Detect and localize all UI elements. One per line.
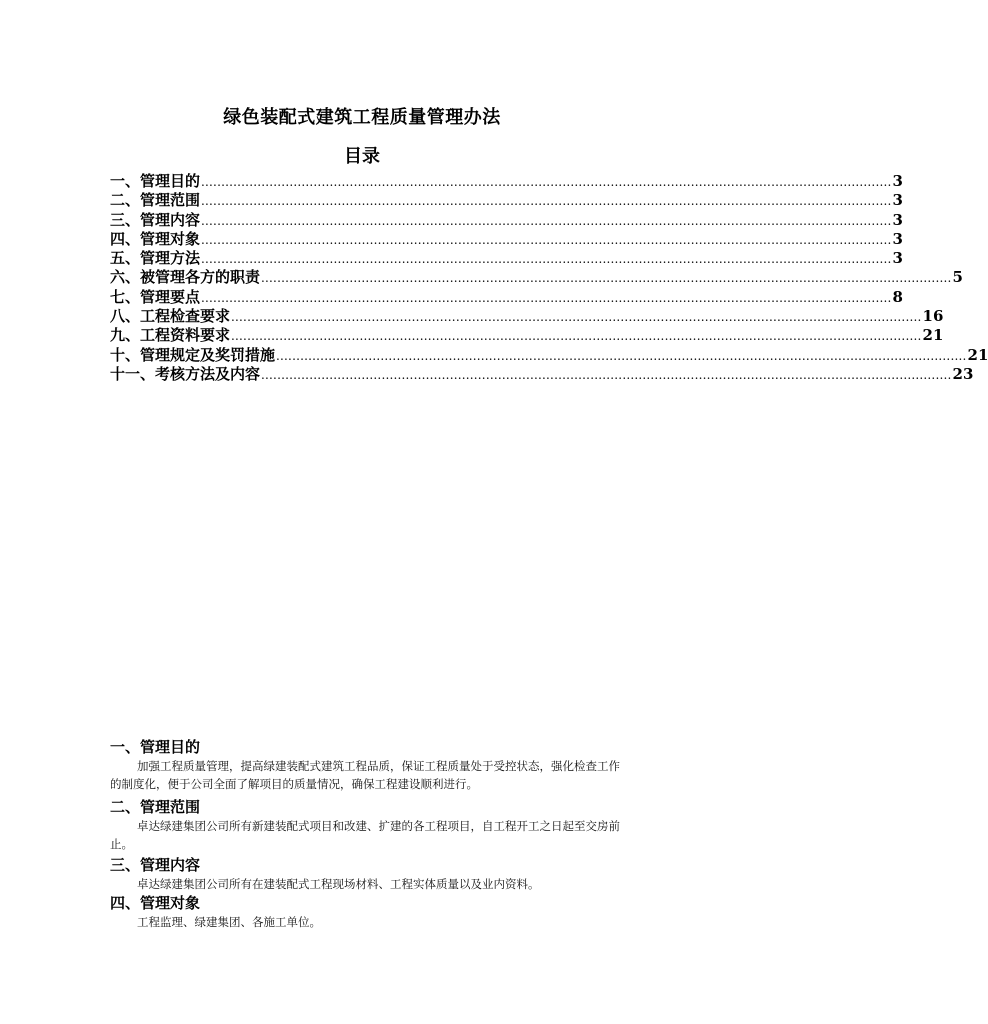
toc-entry[interactable] (110, 210, 903, 230)
toc-entry-page: 3 (892, 249, 903, 268)
toc-heading: 目录 (344, 146, 380, 167)
toc-entry-page: 8 (892, 287, 903, 306)
toc-entry[interactable] (110, 249, 903, 268)
toc-leader-dots: ............................................................................................................................................................................ (201, 290, 892, 305)
section-heading: 三、管理内容 (110, 856, 201, 874)
section-heading: 一、管理目的 (110, 738, 201, 756)
toc-entry-page: 23 (952, 364, 974, 383)
document-title: 绿色装配式建筑工程质量管理办法 (223, 107, 501, 128)
section-paragraph: 工程监理、绿建集团、各施工单位。 (137, 915, 321, 929)
toc-entry-label: 二、管理范围 (110, 191, 201, 210)
toc-entry[interactable] (110, 326, 944, 345)
toc-entry[interactable] (110, 172, 903, 191)
toc-leader-dots: ............................................................................................................................................................................ (231, 329, 922, 344)
toc-entry-label: 四、管理对象 (110, 229, 201, 248)
toc-entry-page: 3 (892, 229, 903, 248)
toc-entry-page: 16 (922, 307, 944, 326)
toc-entry-label: 一、管理目的 (110, 172, 201, 190)
section-content (110, 855, 630, 893)
toc-entry-page: 21 (967, 345, 988, 364)
section-heading: 二、管理范围 (110, 798, 201, 816)
section-paragraph: 加强工程质量管理，提高绿建装配式建筑工程品质，保证工程质量处于受控状态，强化检查工作的制度化，便于公司全面了解项目的质量情况，确保工程建设顺利进行。 (110, 759, 620, 791)
toc-entry[interactable] (110, 191, 903, 210)
toc-entry-page: 3 (892, 172, 903, 190)
toc-leader-dots: ............................................................................................................................................................................ (231, 310, 922, 325)
toc-leader-dots: ............................................................................................................................................................................ (261, 367, 952, 382)
section-paragraph: 卓达绿建集团公司所有新建装配式项目和改建、扩建的各工程项目，自工程开工之日起至交房前止。 (110, 819, 620, 851)
toc-entry-page: 5 (952, 268, 963, 287)
toc-entry-label: 十、管理规定及奖罚措施 (110, 345, 276, 364)
section-heading: 四、管理对象 (110, 894, 201, 912)
toc-entry[interactable] (110, 307, 944, 326)
toc-entry-page: 3 (892, 210, 903, 229)
toc-entry-page: 3 (892, 191, 903, 210)
toc-leader-dots: ............................................................................................................................................................................ (201, 194, 892, 209)
toc-entry[interactable] (110, 229, 903, 249)
toc-entry-label: 十一、考核方法及内容 (110, 364, 261, 383)
toc-leader-dots: ............................................................................................................................................................................ (201, 232, 892, 247)
toc-leader-dots: ............................................................................................................................................................................ (201, 175, 892, 189)
toc-entry[interactable] (110, 287, 903, 307)
toc-entry-label: 七、管理要点 (110, 287, 201, 306)
section-scope (110, 797, 630, 853)
toc-entry-label: 九、工程资料要求 (110, 326, 231, 345)
toc-entry[interactable] (110, 268, 963, 287)
section-targets (110, 893, 630, 931)
toc-entry-label: 六、被管理各方的职责 (110, 268, 261, 287)
toc-leader-dots: ............................................................................................................................................................................ (201, 213, 892, 228)
section-paragraph: 卓达绿建集团公司所有在建装配式工程现场材料、工程实体质量以及业内资料。 (137, 877, 540, 891)
toc-leader-dots: ............................................................................................................................................................................ (201, 252, 892, 267)
toc-entry-label: 五、管理方法 (110, 249, 201, 268)
toc-entry-page: 21 (922, 326, 944, 345)
toc-leader-dots: ............................................................................................................................................................................ (261, 271, 952, 286)
toc-leader-dots: ............................................................................................................................................................................ (276, 348, 967, 363)
table-of-contents (110, 172, 988, 384)
section-purpose (110, 737, 630, 793)
toc-entry[interactable] (110, 345, 988, 365)
toc-entry-label: 三、管理内容 (110, 210, 201, 229)
toc-entry[interactable] (110, 364, 974, 384)
toc-entry-label: 八、工程检查要求 (110, 307, 231, 326)
